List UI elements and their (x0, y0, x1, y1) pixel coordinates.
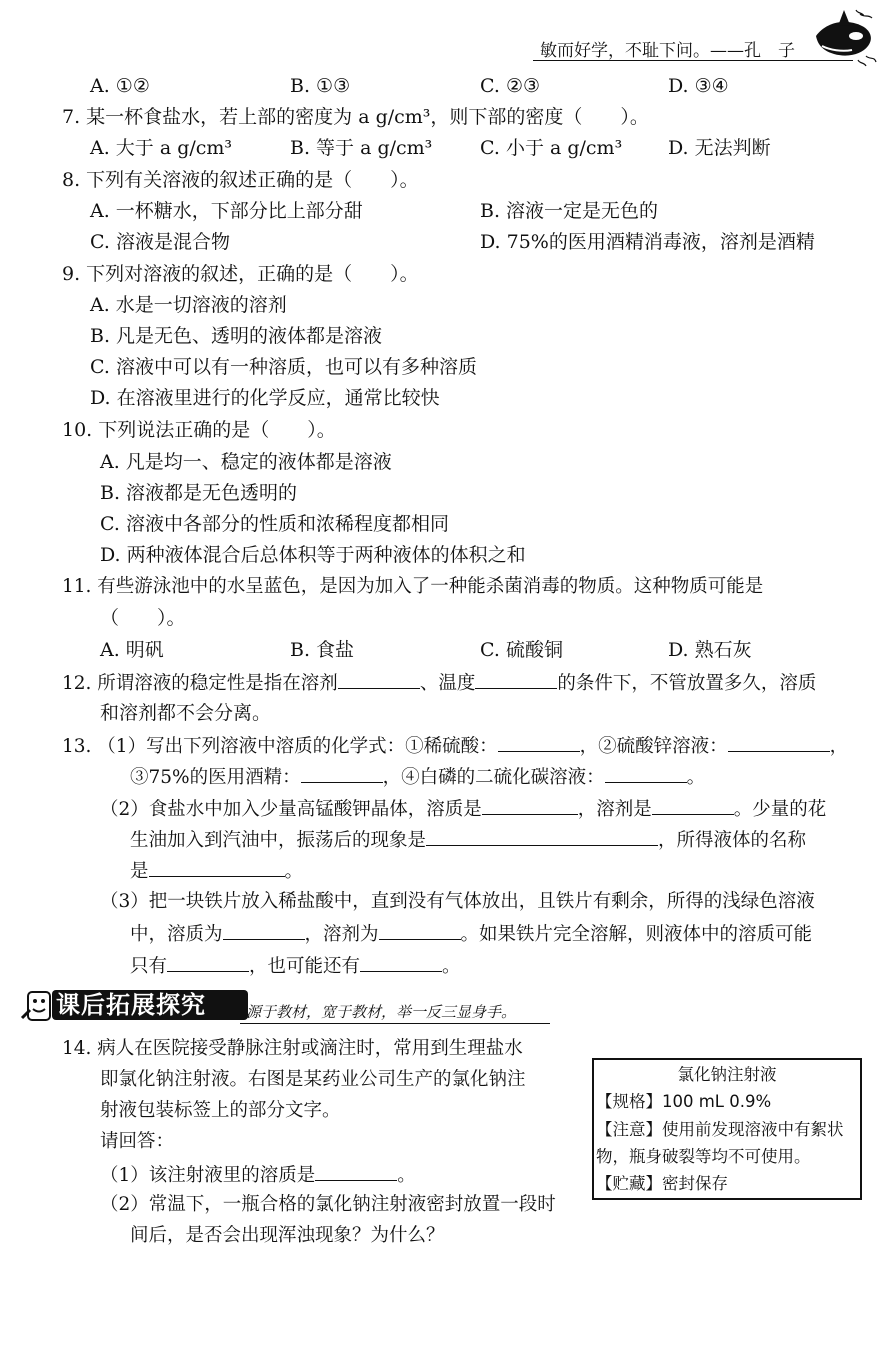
q13-text-17: 只有 (130, 956, 168, 977)
q7-option-a: A. 大于 a g/cm³ (90, 137, 233, 159)
q10-option-d: D. 两种液体混合后总体积等于两种液体的体积之和 (100, 544, 526, 566)
q13-blank-3[interactable] (301, 764, 383, 783)
q11-option-a: A. 明矾 (100, 639, 164, 661)
q13-line3 (100, 796, 826, 822)
q6-option-b: B. ①③ (290, 75, 351, 97)
q10-stem: 10. 下列说法正确的是（ ）。 (62, 419, 336, 441)
q9-stem: 9. 下列对溶液的叙述，正确的是（ ）。 (62, 263, 419, 285)
q11-option-d: D. 熟石灰 (668, 639, 752, 661)
q6-option-a: A. ①② (90, 75, 150, 97)
q13-blank-8[interactable] (149, 858, 285, 877)
q14-text-2: 。 (397, 1165, 416, 1186)
q12-text-2: 、温度 (419, 673, 476, 694)
q12-text-1: 12. 所谓溶液的稳定性是指在溶剂 (62, 673, 338, 694)
q13-line8 (130, 953, 461, 979)
drug-label-spec: 【规格】100 mL 0.9% (596, 1092, 772, 1111)
q8-stem: 8. 下列有关溶液的叙述正确的是（ ）。 (62, 169, 419, 191)
q13-line7 (130, 921, 812, 947)
q11-option-b: B. 食盐 (290, 639, 355, 661)
q13-text-8: ，溶剂是 (577, 799, 652, 820)
header-quote: 敏而好学，不耻下问。——孔 子 (540, 41, 795, 61)
drug-label-title: 氯化钠注射液 (677, 1065, 777, 1084)
q7-stem: 7. 某一杯食盐水，若上部的密度为 a g/cm³，则下部的密度（ ）。 (62, 106, 649, 128)
q14-sub2-line2: 间后，是否会出现浑浊现象？为什么？ (130, 1225, 445, 1246)
drug-label-note-2: 物，瓶身破裂等均不可使用。 (596, 1147, 811, 1166)
q13-line6: （3）把一块铁片放入稀盐酸中，直到没有气体放出，且铁片有剩余，所得的浅绿色溶液 (100, 891, 815, 912)
q9-option-a: A. 水是一切溶液的溶剂 (90, 294, 287, 316)
q11-stem-cont: （ ）。 (100, 607, 186, 629)
q6-option-c: C. ②③ (480, 75, 541, 97)
q8-option-b: B. 溶液一定是无色的 (480, 200, 659, 222)
q13-blank-7[interactable] (426, 827, 658, 846)
q13-blank-2[interactable] (728, 733, 830, 752)
drug-label-storage: 【贮藏】密封保存 (596, 1174, 728, 1193)
section-subtitle: 源于教材，宽于教材，举一反三显身手。 (246, 1003, 517, 1021)
q8-option-c: C. 溶液是混合物 (90, 231, 230, 253)
q12-text-3: 的条件下，不管放置多久，溶质 (557, 673, 817, 694)
q13-blank-9[interactable] (223, 921, 305, 940)
q9-option-d: D. 在溶液里进行的化学反应，通常比较快 (90, 387, 440, 409)
q9-option-b: B. 凡是无色、透明的液体都是溶液 (90, 325, 383, 347)
drug-label-note-1: 【注意】使用前发现溶液中有絮状 (596, 1120, 844, 1139)
q12-blank-1[interactable] (338, 670, 420, 689)
q13-text-16: 。如果铁片完全溶解，则液体中的溶质可能 (460, 924, 813, 945)
q10-option-c: C. 溶液中各部分的性质和浓稀程度都相同 (100, 513, 449, 535)
q8-option-d: D. 75%的医用酒精消毒液，溶剂是酒精 (480, 231, 815, 253)
q14-line1: 14. 病人在医院接受静脉注射或滴注时，常用到生理盐水 (62, 1038, 523, 1059)
q11-option-c: C. 硫酸铜 (480, 639, 563, 661)
q13-blank-11[interactable] (167, 953, 249, 972)
q9-option-c: C. 溶液中可以有一种溶质，也可以有多种溶质 (90, 356, 477, 378)
q13-text-11: ，所得液体的名称 (658, 830, 807, 851)
q12-blank-2[interactable] (475, 670, 557, 689)
q7-option-d: D. 无法判断 (668, 137, 771, 159)
section-title: 课后拓展探究 (56, 991, 206, 1019)
q13-text-5: ，④白磷的二硫化碳溶液： (382, 767, 605, 788)
q10-option-b: B. 溶液都是无色透明的 (100, 482, 298, 504)
q13-text-10: 生油加入到汽油中，振荡后的现象是 (130, 830, 427, 851)
q6-option-d: D. ③④ (668, 75, 729, 97)
q12-line1 (62, 670, 816, 696)
q14-text-1: （1）该注射液里的溶质是 (100, 1165, 316, 1186)
drug-label-box (592, 1058, 862, 1200)
q7-option-c: C. 小于 a g/cm³ (480, 137, 623, 159)
q14-line2: 即氯化钠注射液。右图是某药业公司生产的氯化钠注 (100, 1069, 526, 1090)
orca-logo-icon (812, 6, 878, 68)
q8-option-a: A. 一杯糖水，下部分比上部分甜 (90, 200, 363, 222)
q7-option-b: B. 等于 a g/cm³ (290, 137, 433, 159)
section-banner (18, 988, 248, 1022)
q13-text-12: 是 (130, 861, 149, 882)
q13-text-18: ，也可能还有 (249, 956, 361, 977)
q14-sub1 (100, 1162, 416, 1188)
q13-text-3: ， (829, 736, 849, 757)
header-rule (533, 60, 853, 61)
q14-blank-1[interactable] (315, 1162, 397, 1181)
q13-line4 (130, 827, 806, 853)
q13-blank-1[interactable] (498, 733, 580, 752)
q13-text-13: 。 (284, 861, 304, 882)
q13-blank-10[interactable] (379, 921, 461, 940)
q13-text-4: ③75%的医用酒精： (130, 767, 301, 788)
q13-text-1: 13. （1）写出下列溶液中溶质的化学式：①稀硫酸： (62, 736, 498, 757)
q13-blank-12[interactable] (360, 953, 442, 972)
q13-text-7: （2）食盐水中加入少量高锰酸钾晶体，溶质是 (100, 799, 482, 820)
q14-sub2-line1: （2）常温下，一瓶合格的氯化钠注射液密封放置一段时 (100, 1194, 556, 1215)
q13-text-14: 中，溶质为 (130, 924, 223, 945)
q13-line1 (62, 733, 848, 759)
q13-text-19: 。 (442, 956, 461, 977)
q13-text-2: ，②硫酸锌溶液： (579, 736, 728, 757)
q14-line4: 请回答： (100, 1131, 175, 1152)
q13-blank-6[interactable] (652, 796, 734, 815)
q13-line5 (130, 858, 303, 884)
q13-line2 (130, 764, 705, 790)
q13-blank-4[interactable] (605, 764, 687, 783)
q13-text-15: ，溶剂为 (304, 924, 379, 945)
q13-blank-5[interactable] (482, 796, 578, 815)
q12-line2: 和溶剂都不会分离。 (100, 702, 272, 724)
section-rule (240, 1023, 550, 1024)
q10-option-a: A. 凡是均一、稳定的液体都是溶液 (100, 451, 392, 473)
q11-stem: 11. 有些游泳池中的水呈蓝色，是因为加入了一种能杀菌消毒的物质。这种物质可能是 (62, 576, 764, 597)
q13-text-9: 。少量的花 (733, 799, 827, 820)
q14-line3: 射液包装标签上的部分文字。 (100, 1100, 341, 1121)
q13-text-6: 。 (686, 767, 706, 788)
